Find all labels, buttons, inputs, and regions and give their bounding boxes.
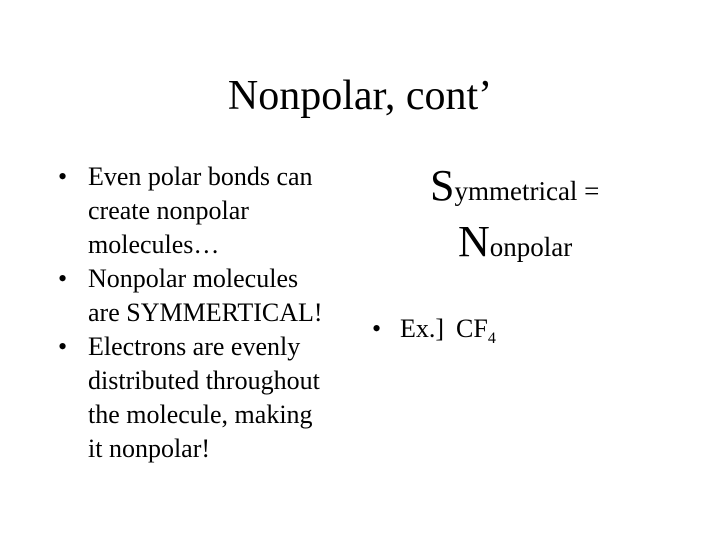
bullet-dot: • — [372, 314, 382, 343]
bullet-item-symmetrical — [56, 262, 356, 330]
slide-title: Nonpolar, cont’ — [227, 73, 493, 119]
symmetrical-initial: S — [430, 161, 455, 210]
example-subscript: 4 — [487, 330, 496, 347]
bullet-line: Electrons are evenly — [88, 332, 301, 361]
symmetrical-heading — [430, 161, 600, 210]
bullet-line: Even polar bonds can — [88, 162, 313, 191]
symmetrical-rest: ymmetrical = — [454, 176, 600, 206]
bullet-line: molecules… — [88, 230, 220, 259]
bullet-item-even-polar-bonds — [56, 160, 356, 262]
bullet-dot: • — [58, 264, 68, 293]
example-bullet — [372, 312, 496, 356]
bullet-line: distributed throughout — [88, 366, 320, 395]
example-label: Ex.] — [400, 314, 445, 343]
nonpolar-heading — [458, 217, 573, 266]
bullet-dot: • — [58, 162, 68, 191]
bullet-line: Nonpolar molecules — [88, 264, 299, 293]
nonpolar-rest: onpolar — [489, 232, 573, 262]
left-bullet-list — [56, 160, 356, 466]
bullet-dot: • — [58, 332, 68, 361]
nonpolar-initial: N — [458, 217, 490, 266]
bullet-item-electrons — [56, 330, 356, 466]
bullet-line: are SYMMERTICAL! — [88, 298, 323, 327]
example-formula: CF — [456, 314, 488, 343]
bullet-line: it nonpolar! — [88, 434, 211, 463]
bullet-line: create nonpolar — [88, 196, 249, 225]
bullet-line: the molecule, making — [88, 400, 313, 429]
